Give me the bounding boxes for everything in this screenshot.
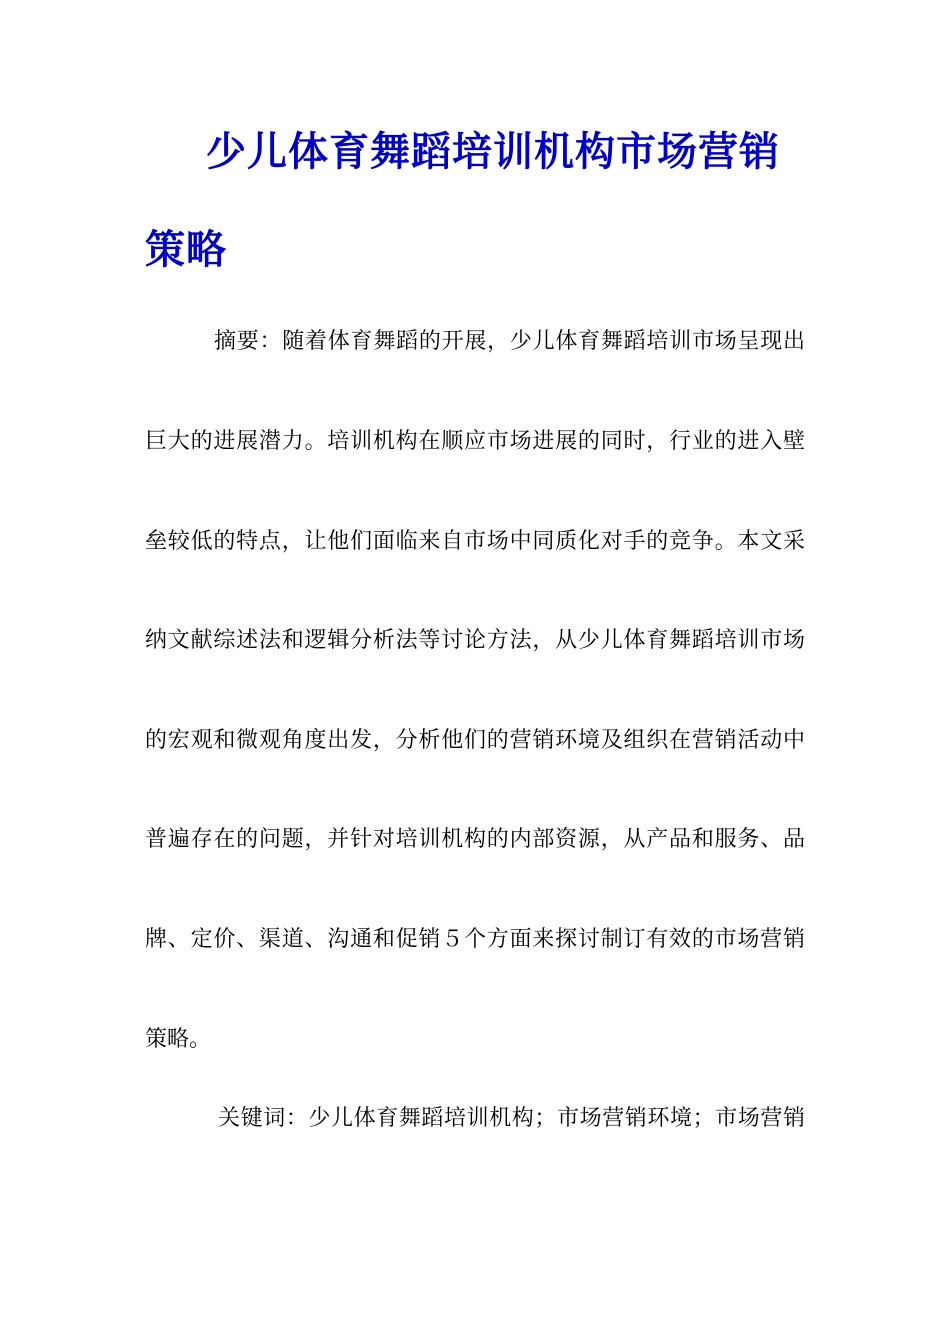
keywords-line: 关键词：少儿体育舞蹈培训机构；市场营销环境；市场营销 xyxy=(218,1106,805,1131)
abstract-line-3: 垒较低的特点，让他们面临来自市场中同质化对手的竞争。本文采 xyxy=(145,529,805,554)
abstract-line-1: 摘要：随着体育舞蹈的开展，少儿体育舞蹈培训市场呈现出 xyxy=(214,329,805,354)
abstract-line-7: 牌、定价、渠道、沟通和促销５个方面来探讨制订有效的市场营销 xyxy=(145,927,805,952)
abstract-line-8: 策略。 xyxy=(145,1027,212,1052)
document-title-line-1: 少儿体育舞蹈培训机构市场营销 xyxy=(206,129,780,175)
abstract-line-6: 普遍存在的问题，并针对培训机构的内部资源，从产品和服务、品 xyxy=(145,827,805,852)
abstract-line-2: 巨大的进展潜力。培训机构在顺应市场进展的同时，行业的进入壁 xyxy=(145,429,805,454)
document-title-line-2: 策略 xyxy=(145,227,227,273)
abstract-line-4: 纳文献综述法和逻辑分析法等讨论方法，从少儿体育舞蹈培训市场 xyxy=(145,628,805,653)
abstract-line-5: 的宏观和微观角度出发，分析他们的营销环境及组织在营销活动中 xyxy=(145,728,805,753)
